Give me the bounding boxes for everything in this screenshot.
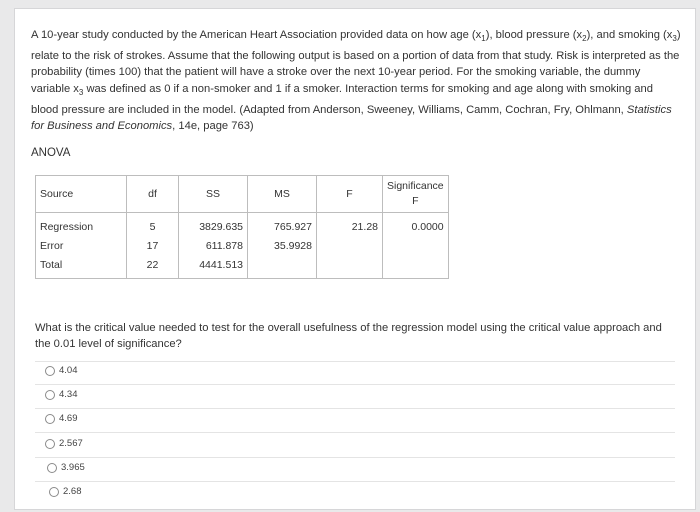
cell-significance xyxy=(383,236,449,255)
header-df: df xyxy=(127,176,179,213)
option-label: 4.69 xyxy=(59,413,78,424)
radio-button-icon[interactable] xyxy=(49,487,59,497)
option-divider xyxy=(35,481,675,482)
intro-text-6: , 14e, page 763) xyxy=(172,120,254,133)
cell-significance: 0.0000 xyxy=(383,213,449,237)
option-label: 4.34 xyxy=(59,389,78,400)
option-divider xyxy=(35,361,675,362)
intro-text-5: was defined as 0 if a non-smoker and 1 if a smoker. Interaction terms for smoking and age along with smoking and blood pressure are included in the model. (Adapted from Anderson, Sweeney, Williams, Camm, Cochran, Fry, Ohlmann, xyxy=(31,83,653,116)
cell-ss: 4441.513 xyxy=(179,255,248,279)
cell-ss: 3829.635 xyxy=(179,213,248,237)
answer-option-6[interactable] xyxy=(49,486,82,497)
subscript-1: 1 xyxy=(481,34,486,44)
option-divider xyxy=(35,384,675,385)
option-divider xyxy=(35,457,675,458)
cell-ss: 611.878 xyxy=(179,236,248,255)
subscript-3: 3 xyxy=(672,34,677,44)
answer-option-5[interactable] xyxy=(47,462,85,473)
intro-text-4: ) relate to the risk of strokes. Assume that the following output is based on a portion of data from that study. Risk is interpreted as the probability (times 100) that the patient will have a stroke over the next 10-year period. For the smoking variable, the dummy variable x xyxy=(31,29,681,96)
table-row xyxy=(36,255,449,279)
answer-option-2[interactable] xyxy=(45,389,78,400)
cell-df: 17 xyxy=(127,236,179,255)
subscript-4: 3 xyxy=(78,88,84,98)
table-row xyxy=(36,236,449,255)
table-row xyxy=(36,213,449,237)
intro-text-3: ), and smoking (x xyxy=(586,29,673,41)
cell-ms: 765.927 xyxy=(248,213,317,237)
option-label: 2.68 xyxy=(63,486,82,497)
cell-source: Error xyxy=(36,236,127,255)
header-source: Source xyxy=(36,176,127,213)
answer-option-4[interactable] xyxy=(45,438,83,449)
anova-title: ANOVA xyxy=(31,147,71,159)
header-significance-line2: F xyxy=(412,195,419,207)
question-card xyxy=(14,8,696,510)
book-title: Statistics for Business and Economics xyxy=(31,103,672,133)
header-significance xyxy=(383,176,449,213)
cell-f: 21.28 xyxy=(317,213,383,237)
header-ms: MS xyxy=(248,176,317,213)
option-label: 3.965 xyxy=(61,462,85,473)
question-text: What is the critical value needed to test for the overall usefulness of the regression model using the critical value approach and the 0.01 level of significance? xyxy=(35,322,662,350)
radio-button-icon[interactable] xyxy=(47,463,57,473)
cell-f xyxy=(317,255,383,279)
subscript-2: 2 xyxy=(582,34,587,44)
header-f: F xyxy=(317,176,383,213)
cell-df: 5 xyxy=(127,213,179,237)
cell-ms xyxy=(248,255,317,279)
answer-option-3[interactable] xyxy=(45,413,78,424)
intro-text-1: A 10-year study conducted by the American Heart Association provided data on how age (x xyxy=(31,29,482,41)
header-ss: SS xyxy=(179,176,248,213)
anova-header-row xyxy=(36,176,449,213)
radio-button-icon[interactable] xyxy=(45,366,55,376)
anova-table xyxy=(35,175,449,279)
problem-statement xyxy=(31,27,681,135)
option-label: 2.567 xyxy=(59,438,83,449)
radio-button-icon[interactable] xyxy=(45,439,55,449)
cell-source: Regression xyxy=(36,213,127,237)
option-divider xyxy=(35,408,675,409)
radio-button-icon[interactable] xyxy=(45,414,55,424)
cell-significance xyxy=(383,255,449,279)
radio-button-icon[interactable] xyxy=(45,390,55,400)
cell-f xyxy=(317,236,383,255)
header-significance-line1: Significance xyxy=(387,180,444,192)
option-divider xyxy=(35,432,675,433)
answer-option-1[interactable] xyxy=(45,365,78,376)
cell-df: 22 xyxy=(127,255,179,279)
cell-ms: 35.9928 xyxy=(248,236,317,255)
cell-source: Total xyxy=(36,255,127,279)
option-label: 4.04 xyxy=(59,365,78,376)
intro-text-2: ), blood pressure (x xyxy=(485,29,583,41)
